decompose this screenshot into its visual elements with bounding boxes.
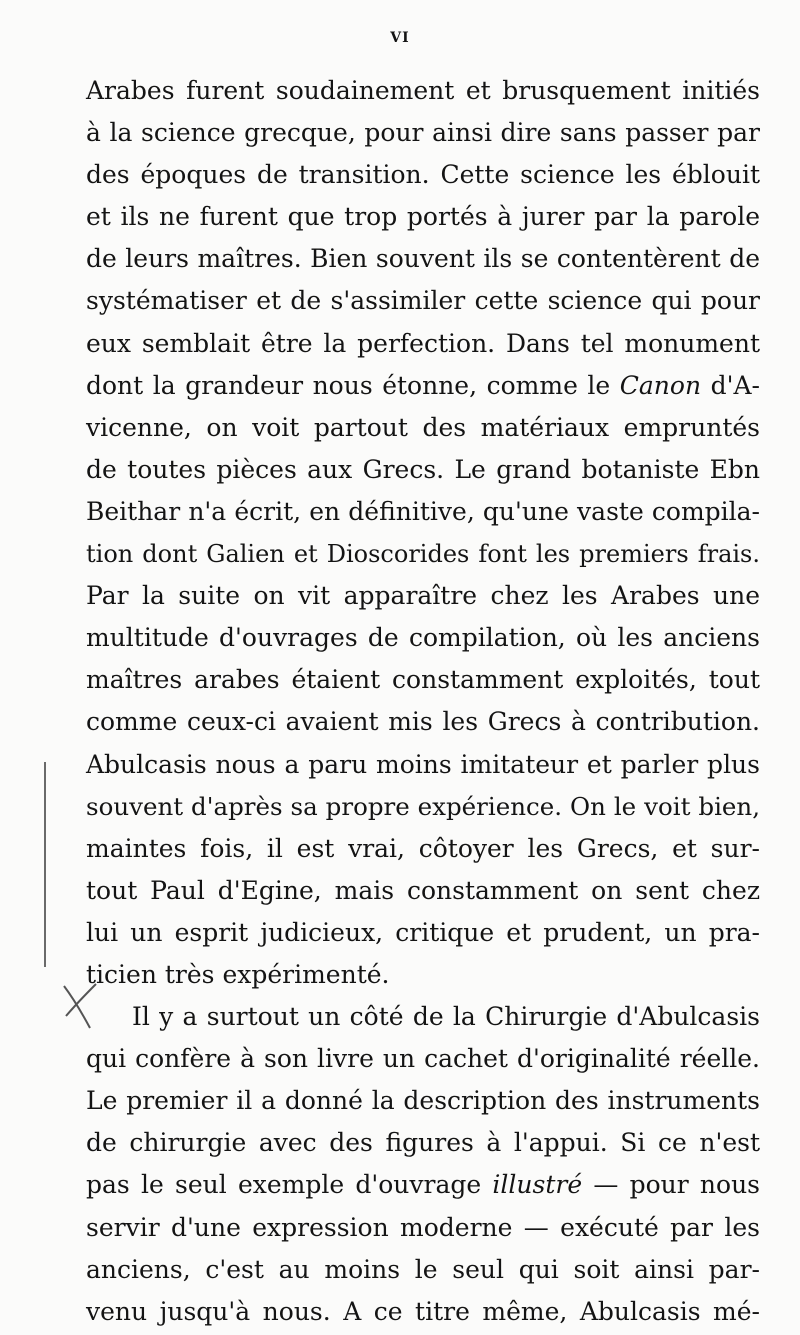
body-text [86,70,760,1333]
text-line-canon [86,365,760,407]
text-line: de chirurgie avec des figures à l'appui. Si ce n'est [86,1128,760,1158]
text-line: eux semblait être la perfection. Dans tel monument [86,328,760,358]
italic-illustre: illustré [492,1170,583,1200]
text-segment: pas le seul exemple d'ouvrage [86,1170,493,1200]
text-line: Arabes furent soudainement et brusquement initiés [86,76,760,105]
text-line: tout Paul d'Egine, mais constamment on sent chez [86,875,760,905]
text-line: comme ceux-ci avaient mis les Grecs à contribution. [86,707,760,737]
text-line: Beithar n'a écrit, en définitive, qu'une vaste compila- [86,496,760,526]
text-line: vicenne, on voit partout des matériaux empruntés [86,412,760,442]
text-line: servir d'une expression moderne — exécuté par les [86,1212,760,1242]
text-line: maîtres arabes étaient constamment exploités, tout [86,665,760,695]
paragraph-1 [86,70,760,996]
text-line: des époques de transition. Cette science les éblouit [86,160,760,190]
text-line: Le premier il a donné la description des instruments [86,1086,760,1116]
text-line: anciens, c'est au moins le seul qui soit ainsi par- [86,1254,760,1284]
text-line-illustre [86,1164,760,1206]
text-line: qui confère à son livre un cachet d'originalité réelle. [86,1044,760,1074]
text-segment: — pour nous [582,1170,761,1200]
text-segment: dont la grandeur nous étonne, comme le [86,370,620,400]
page-number: VI [390,30,410,46]
margin-pencil-line [44,762,46,967]
text-line: systématiser et de s'assimiler cette science qui pour [86,286,760,316]
text-line: de toutes pièces aux Grecs. Le grand botaniste Ebn [86,454,760,484]
text-line: maintes fois, il est vrai, côtoyer les Grecs, et sur- [86,833,760,863]
text-line: à la science grecque, pour ainsi dire sans passer par [86,118,760,148]
paragraph-2 [86,996,760,1333]
text-line: souvent d'après sa propre expérience. On le voit bien, [86,791,760,821]
text-line: de leurs maîtres. Bien souvent ils se contentèrent de [86,244,760,274]
text-line: lui un esprit judicieux, critique et prudent, un pra- [86,917,760,947]
text-line: Il y a surtout un côté de la Chirurgie d'Abulcasis [132,1002,760,1032]
text-line: et ils ne furent que trop portés à jurer par la parole [86,202,760,232]
text-line: multitude d'ouvrages de compilation, où les anciens [86,623,760,653]
italic-canon: Canon [619,370,702,400]
text-line: Abulcasis nous a paru moins imitateur et parler plus [86,749,760,779]
text-line: Par la suite on vit apparaître chez les Arabes une [86,581,760,611]
text-line: ticien très expérimenté. [86,959,390,989]
text-segment: d'A- [701,370,760,400]
text-line: tion dont Galien et Dioscorides font les premiers frais. [86,540,760,569]
text-line: venu jusqu'à nous. A ce titre même, Abulcasis mé- [86,1296,760,1326]
